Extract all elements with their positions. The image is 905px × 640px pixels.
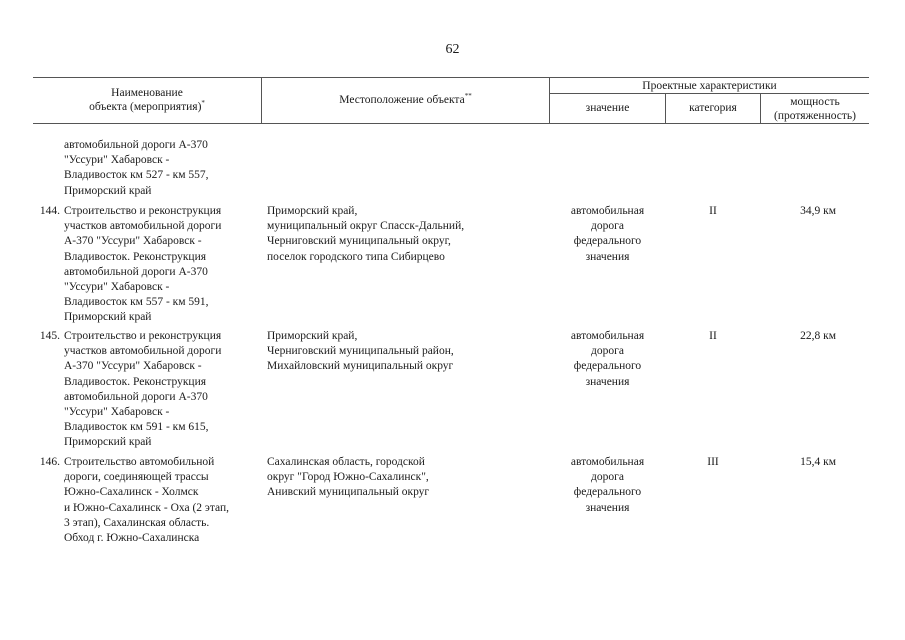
row-146-number: 146. xyxy=(39,456,60,468)
header-category-column: категория xyxy=(689,102,737,114)
header-name-text: Наименование объекта (мероприятия) xyxy=(89,87,202,113)
header-location-column xyxy=(262,93,549,107)
header-bottom-rule xyxy=(33,123,869,124)
row-144-category: II xyxy=(709,205,717,217)
header-capacity-column: мощность (протяженность) xyxy=(774,96,856,122)
row-144-value: автомобильная дорога федерального значения xyxy=(570,205,645,263)
row-146-capacity: 15,4 км xyxy=(800,456,836,468)
row-145-value: автомобильная дорога федерального значения xyxy=(570,330,645,388)
header-location-text: Местоположение объекта xyxy=(339,94,465,106)
header-location-footnote-mark: ** xyxy=(464,92,472,101)
row-144-name: Строительство и реконструкция участков автомобильной дороги А-370 "Уссури" Хабаровск - Владивосток. Реконструкция автомобильной дороги А-370 "Уссури" Хабаровск - Владивосток км 557 - км 591, Приморский край xyxy=(64,205,222,324)
row-146-location: Сахалинская область, городской округ "Город Южно-Сахалинск", Анивский муниципальный округ xyxy=(267,456,430,499)
row-continuation-name: автомобильной дороги А-370 "Уссури" Хабаровск - Владивосток км 527 - км 557, Приморский край xyxy=(64,139,209,197)
page-number: 62 xyxy=(445,42,460,57)
row-146-category: III xyxy=(707,456,719,468)
header-group: Проектные характеристики xyxy=(642,80,777,92)
row-145-capacity: 22,8 км xyxy=(800,330,836,342)
header-group-rule xyxy=(549,93,869,94)
row-144-location: Приморский край, муниципальный округ Спасск-Дальний, Черниговский муниципальный округ, поселок городского типа Сибирцево xyxy=(267,205,465,263)
row-145-location: Приморский край, Черниговский муниципальный район, Михайловский муниципальный округ xyxy=(267,330,454,373)
row-145-name: Строительство и реконструкция участков автомобильной дороги А-370 "Уссури" Хабаровск - Владивосток. Реконструкция автомобильной дороги А-370 "Уссури" Хабаровск - Владивосток км 591 - км 615, Приморский край xyxy=(64,330,222,449)
row-145-number: 145. xyxy=(39,330,60,342)
header-name-column xyxy=(33,86,261,114)
header-top-rule xyxy=(33,77,869,78)
row-145-category: II xyxy=(709,330,717,342)
header-name-footnote-mark: * xyxy=(201,99,205,108)
row-146-value: автомобильная дорога федерального значения xyxy=(570,456,645,514)
header-value-column: значение xyxy=(585,102,630,114)
row-144-capacity: 34,9 км xyxy=(800,205,836,217)
row-146-name: Строительство автомобильной дороги, соединяющей трассы Южно-Сахалинск - Холмск и Южно-Сахалинск - Оха (2 этап, 3 этап), Сахалинская область. Обход г. Южно-Сахалинска xyxy=(64,456,229,545)
row-144-number: 144. xyxy=(39,205,60,217)
